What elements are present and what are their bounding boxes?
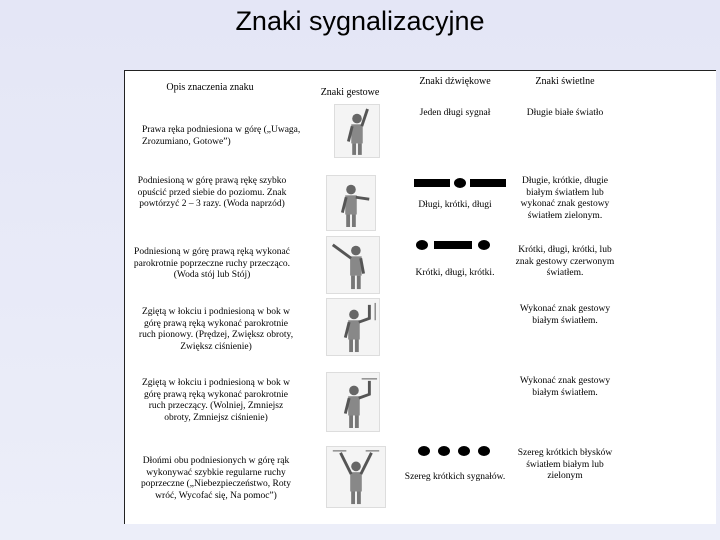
row6-sound: Szereg krótkich sygnałów. (404, 472, 506, 482)
row1-description: Prawa ręka podniesiona w górę („Uwaga, Zrozumiano, Gotowe”) (142, 125, 301, 147)
arm-raised-icon (334, 104, 380, 158)
arm-waving-icon (326, 236, 380, 294)
header-description: Opis znaczenia znaku (166, 82, 254, 93)
header-sound: Znaki dźwiękowe (419, 76, 491, 87)
row3-sound: Krótki, długi, krótki. (415, 268, 495, 278)
row2-light: Długie, krótkie, długie białym światłem lub wykonać znak gestowy światłem zielonym. (520, 176, 610, 221)
both-arms-waving-icon (326, 446, 386, 508)
row4-description: Zgiętą w łokciu i podniesioną w bok w górę prawą ręką wykonać parokrotnie ruch pionowy. (Prędzej, Zwiększ obroty, Zwiększ ciśnienie) (138, 307, 294, 352)
row4-light: Wykonać znak gestowy białym światłem. (519, 304, 611, 326)
arm-negating-icon (326, 372, 380, 432)
row3-description: Podniesioną w górę prawą ręką wykonać parokrotnie poprzeczne ruchy przecząco. (Woda stój lub Stój) (133, 247, 291, 280)
row6-description: Dłońmi obu podniesionych w górę rąk wykonywać szybkie regularne ruchy poprzeczne („Niebezpieczeństwo, Roty wróć, Wycofać się, Na pomoc”) (140, 456, 292, 501)
row1-light: Długie białe światło (526, 108, 604, 118)
row1-sound: Jeden długi sygnał (419, 108, 491, 118)
header-light: Znaki świetlne (535, 76, 595, 87)
row2-description: Podniesioną w górę prawą rękę szybko opuścić przed siebie do poziomu. Znak powtórzyć 2 – 3 razy. (Woda naprzód) (137, 176, 287, 209)
row5-description: Zgiętą w łokciu i podniesioną w bok w górę prawą ręką wykonać parokrotnie ruch przeczący. (Wolniej, Zmniejsz obroty, Zmniejsz ciśnienie) (141, 378, 290, 423)
row5-light: Wykonać znak gestowy białym światłem. (519, 376, 611, 398)
row6-light: Szereg krótkich błysków światłem białym lub zielonym (517, 448, 613, 481)
arm-lowering-icon (326, 175, 376, 231)
header-gesture: Znaki gestowe (320, 87, 380, 98)
page-title: Znaki sygnalizacyjne (235, 6, 485, 36)
row3-light: Krótki, długi, krótki, lub znak gestowy czerwonym światłem. (515, 245, 615, 278)
arm-vertical-icon (326, 298, 380, 356)
row2-sound: Długi, krótki, długi (418, 200, 492, 210)
